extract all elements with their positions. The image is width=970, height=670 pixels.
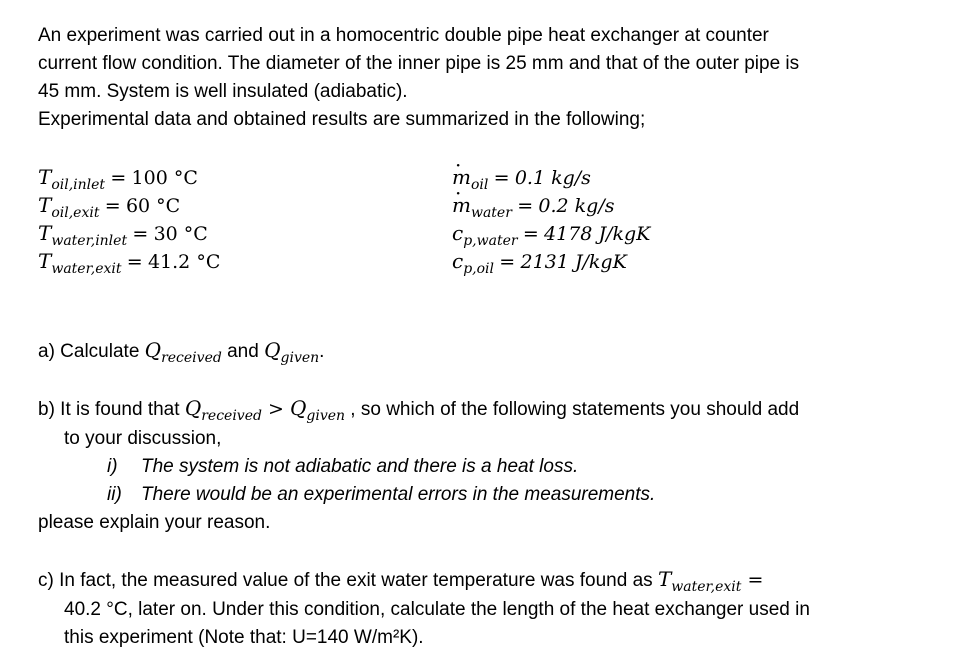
equals-sign: = xyxy=(522,223,539,245)
symbol: T xyxy=(38,193,52,217)
given-row-t-water-exit xyxy=(38,247,220,275)
value: 100 °C xyxy=(131,167,198,189)
subscript: water xyxy=(470,205,512,221)
option-text: The system is not adiabatic and there is a heat loss. xyxy=(141,456,579,477)
equals-sign: = xyxy=(126,251,143,273)
value: 60 °C xyxy=(125,195,181,217)
question-a-prefix: a) Calculate xyxy=(38,341,145,362)
symbol-mdot: · m xyxy=(452,163,471,191)
given-temperatures xyxy=(38,163,220,275)
question-a xyxy=(38,336,918,367)
symbol: Q xyxy=(264,338,281,362)
given-row-cp-oil xyxy=(452,247,650,275)
subscript: given xyxy=(306,408,346,424)
equals-sign: = xyxy=(741,569,764,591)
given-row-t-water-inlet xyxy=(38,219,220,247)
symbol-mdot: · m xyxy=(452,191,471,219)
value: 0.2 kg/s xyxy=(538,195,615,217)
equals-sign: = xyxy=(104,195,121,217)
greater-than-sign: > xyxy=(261,398,290,420)
question-b-closing xyxy=(38,509,918,537)
intro-line-4: Experimental data and obtained results are summarized in the following; xyxy=(38,109,646,130)
option-text: There would be an experimental errors in the measurements. xyxy=(141,484,656,505)
subscript: oil,exit xyxy=(51,205,100,221)
intro-paragraph xyxy=(38,22,918,134)
question-a-line xyxy=(38,336,918,367)
given-flow-properties xyxy=(452,163,650,275)
given-row-m-oil xyxy=(452,163,650,191)
question-c xyxy=(38,565,918,652)
question-a-middle: and xyxy=(221,341,265,362)
question-c-prefix: c) In fact, the measured value of the exit water temperature was found as xyxy=(38,570,658,591)
subscript: received xyxy=(161,350,222,366)
given-row-m-water xyxy=(452,191,650,219)
subscript: oil,inlet xyxy=(51,177,106,193)
option-i xyxy=(107,453,578,481)
symbol: c xyxy=(452,249,464,273)
value: 30 °C xyxy=(153,223,208,245)
symbol: T xyxy=(38,249,52,273)
question-b-closing-line: please explain your reason. xyxy=(38,512,271,533)
question-b-suffix: , so which of the following statements you should add xyxy=(345,399,800,420)
subscript: p,water xyxy=(463,233,518,249)
subscript: water,exit xyxy=(51,261,122,277)
subscript: given xyxy=(280,350,320,366)
subscript: water,inlet xyxy=(51,233,128,249)
question-a-suffix: . xyxy=(319,341,325,362)
symbol: T xyxy=(38,221,52,245)
given-row-t-oil-exit xyxy=(38,191,220,219)
question-c-line-2: 40.2 °C, later on. Under this condition, calculate the length of the heat exchanger used in xyxy=(64,599,810,620)
symbol: T xyxy=(38,165,52,189)
given-row-cp-water xyxy=(452,219,650,247)
given-row-t-oil-inlet xyxy=(38,163,220,191)
equals-sign: = xyxy=(499,251,516,273)
question-c-line-1 xyxy=(38,565,918,596)
subscript: received xyxy=(201,408,262,424)
equals-sign: = xyxy=(132,223,149,245)
symbol: Q xyxy=(289,396,307,420)
subscript: p,oil xyxy=(463,261,494,277)
symbol: Q xyxy=(184,396,202,420)
value: 0.1 kg/s xyxy=(514,167,591,189)
equals-sign: = xyxy=(493,167,510,189)
subscript: water,exit xyxy=(671,579,742,595)
intro-line-2: current flow condition. The diameter of the inner pipe is 25 mm and that of the outer pipe is xyxy=(38,53,800,74)
option-marker: i) xyxy=(107,456,118,477)
symbol: c xyxy=(452,221,464,245)
intro-line-1: An experiment was carried out in a homocentric double pipe heat exchanger at counter xyxy=(38,25,769,46)
question-b-prefix: b) It is found that xyxy=(38,399,185,420)
symbol: Q xyxy=(144,338,162,362)
option-ii xyxy=(107,481,655,509)
intro-line-3: 45 mm. System is well insulated (adiabatic). xyxy=(38,81,408,102)
question-b-line-2: to your discussion, xyxy=(64,428,222,449)
question-b-line-1 xyxy=(38,394,918,425)
equals-sign: = xyxy=(110,167,127,189)
value: 41.2 °C xyxy=(147,251,221,273)
subscript: oil xyxy=(470,177,489,193)
value: 4178 J/kgK xyxy=(544,223,651,245)
equals-sign: = xyxy=(517,195,534,217)
question-b xyxy=(38,394,918,453)
question-c-line-3: this experiment (Note that: U=140 W/m²K). xyxy=(64,627,424,648)
option-marker: ii) xyxy=(107,484,122,505)
symbol: T xyxy=(657,567,672,591)
value: 2131 J/kgK xyxy=(520,251,627,273)
